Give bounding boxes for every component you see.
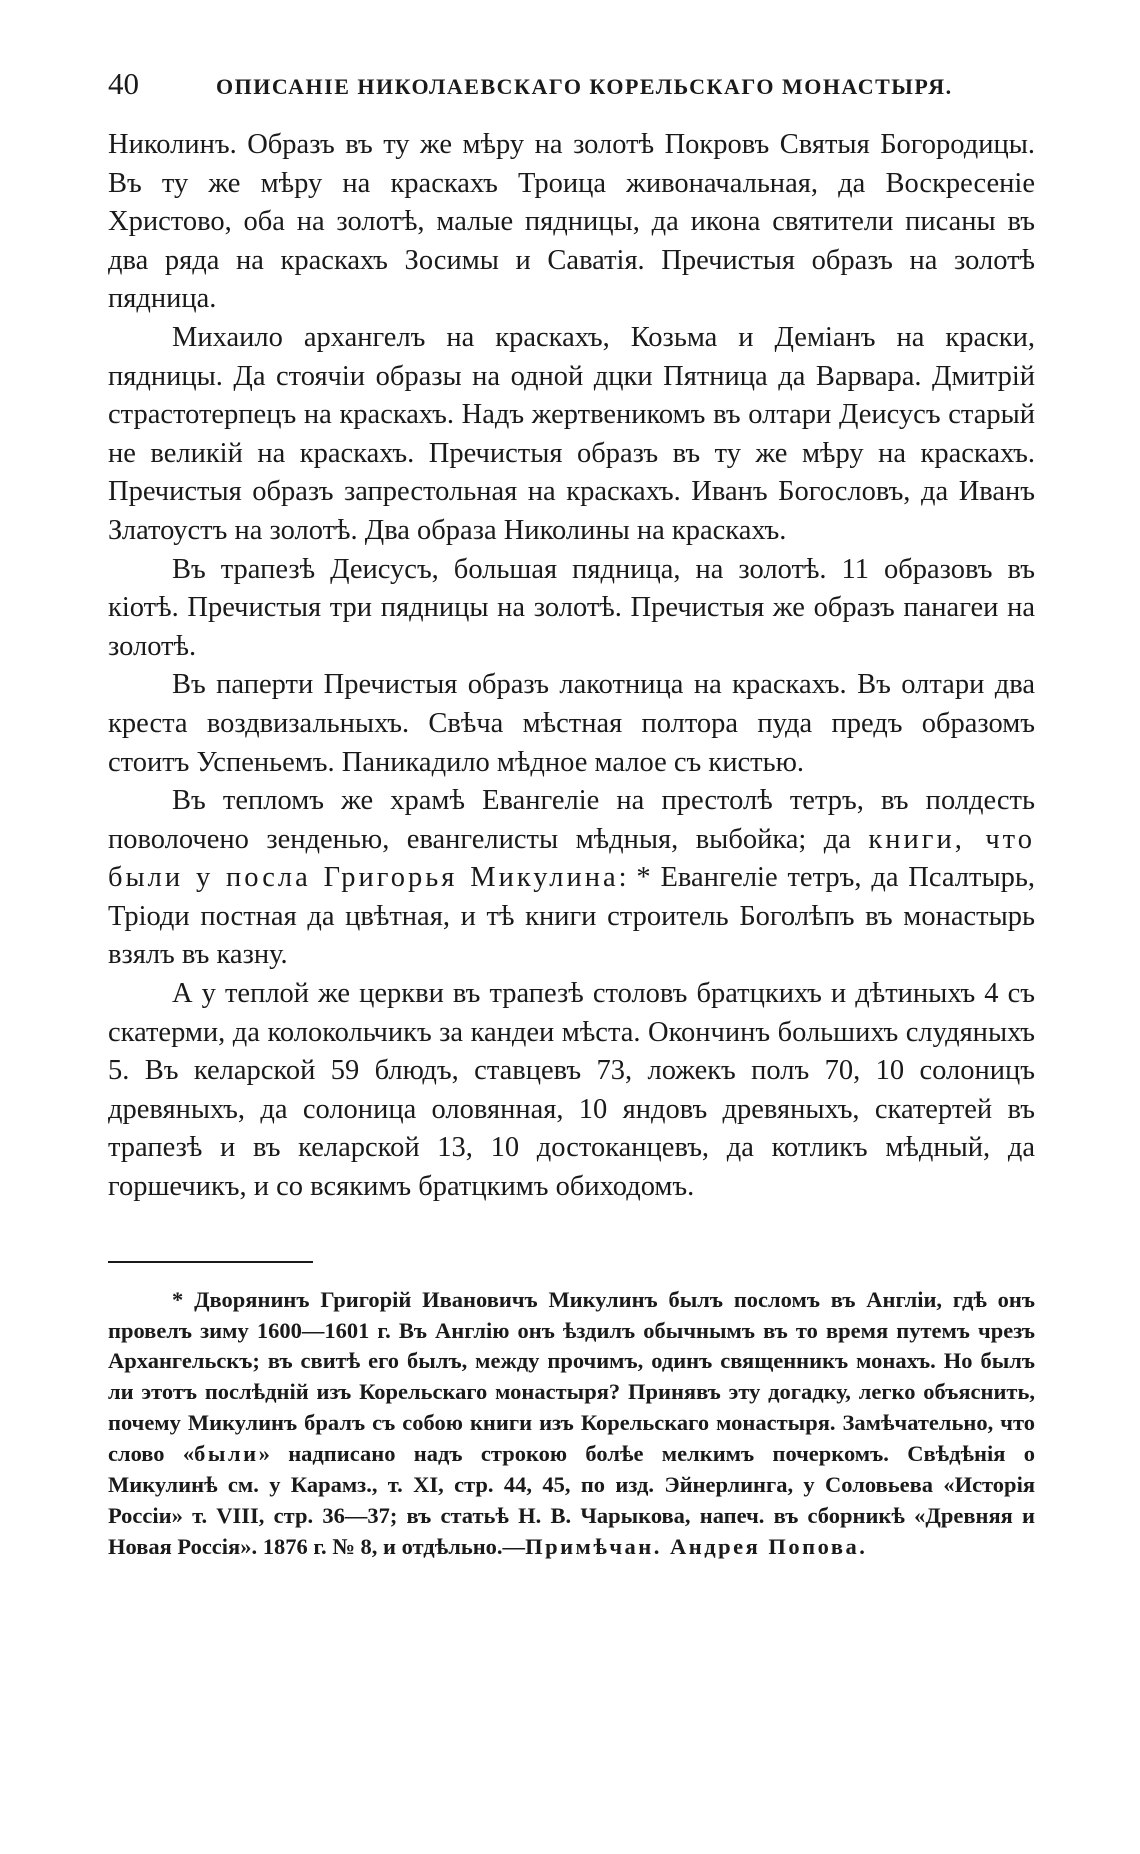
footnote-start: * Дворянинъ Григорій Ивановичъ Микулинъ былъ посломъ въ Англіи, гдѣ онъ провелъ зиму 1600—1601 г. Въ Англію онъ ѣздилъ обычнымъ въ то время путемъ чрезъ Архангельскъ; въ свитѣ его былъ, между прочимъ, одинъ священникъ монахъ. Но былъ ли этотъ послѣдній изъ Корельскаго монастыря? Принявъ эту догадку, легко объяснить, почему Микулинъ бралъ съ собою книги изъ Корельскаго монастыря. Замѣчательно, что слово « xyxy=(108,1286,1035,1467)
paragraph-6: А у теплой же церкви въ трапезѣ столовъ братцкихъ и дѣтиныхъ 4 съ скатерми, да колокольчикъ за кандеи мѣста. Окончинъ большихъ слудяныхъ 5. Въ келарской 59 блюдъ, ставцевъ 73, ложекъ полъ 70, 10 солоницъ древяныхъ, да солоница оловянная, 10 яндовъ древяныхъ, скатертей въ трапезѣ и въ келарской 13, 10 достоканцевъ, да котликъ мѣдный, да горшечикъ, и со всякимъ братцкимъ обиходомъ. xyxy=(108,978,1035,1203)
paragraph-5-spaced-phrase: книги, что были у посла Григорья Микулина xyxy=(108,823,1035,894)
paragraph-5-end: : * Евангеліе тетръ, да Псалтырь, Тріоди постная да цвѣтная, и тѣ книги строитель Боголѣпъ въ монастырь взялъ въ казну. xyxy=(108,862,1035,971)
footnote-signature: Примѣчан. Андрея Попова xyxy=(525,1533,860,1559)
footnote-middle: » надписано надъ строкою болѣе мелкимъ почеркомъ. Свѣдѣнія о Микулинѣ см. у Карамз., т. XI, стр. 44, 45, по изд. Эйнерлинга, у Соловьева «Исторія Россіи» т. VIII, стр. 36—37; въ статьѣ Н. В. Чарыкова, напеч. въ сборникѣ «Древняя и Новая Россія». 1876 г. № 8, и отдѣльно.— xyxy=(108,1441,1036,1559)
running-head xyxy=(108,66,1035,114)
footnote-spaced-word: были xyxy=(194,1441,259,1467)
book-page xyxy=(108,66,1035,1563)
paragraph-5 xyxy=(108,782,1035,975)
paragraph-5-start: Въ тепломъ же храмѣ Евангеліе на престолѣ тетръ, въ полдесть поволочено зенденью, евангелисты мѣдныя, выбойка; да xyxy=(108,785,1035,855)
main-text xyxy=(108,126,1035,1207)
paragraph-2: Михаило архангелъ на краскахъ, Козьма и Деміанъ на краски, пядницы. Да стоячіи образы на одной дцки Пятница да Варвара. Дмитрій страстотерпецъ на краскахъ. Надъ жертвеникомъ въ олтари Деисусъ старый не великій на краскахъ. Пречистыя образъ въ ту же мѣру на краскахъ. Пречистыя образъ запрестольная на краскахъ. Иванъ Богословъ, да Иванъ Златоустъ на золотѣ. Два образа Николины на краскахъ. xyxy=(108,321,1035,546)
footnote xyxy=(108,1285,1035,1563)
paragraph-1: Николинъ. Образъ въ ту же мѣру на золотѣ Покровъ Святыя Богородицы. Въ ту же мѣру на краскахъ Троица живоначальная, да Воскресеніе Христово, оба на золотѣ, малые пядницы, да икона святители писаны въ два ряда на краскахъ Зосимы и Саватія. Пречистыя образъ на золотѣ пядница. xyxy=(108,129,1035,315)
paragraph-3: Въ трапезѣ Деисусъ, большая пядница, на золотѣ. 11 образовъ въ кіотѣ. Пречистыя три пядницы на золотѣ. Пречистыя же образъ панагеи на золотѣ. xyxy=(108,553,1035,662)
footnote-end: . xyxy=(859,1533,865,1559)
page-number: 40 xyxy=(108,66,139,101)
header-title: ОПИСАНІЕ НИКОЛАЕВСКАГО КОРЕЛЬСКАГО МОНАСТЫРЯ. xyxy=(216,74,953,99)
paragraph-4: Въ паперти Пречистыя образъ лакотница на краскахъ. Въ олтари два креста воздвизальныхъ. Свѣча мѣстная полтора пуда предъ образомъ стоитъ Успеньемъ. Паникадило мѣдное малое съ кистью. xyxy=(108,669,1035,778)
footnote-divider xyxy=(108,1261,313,1263)
